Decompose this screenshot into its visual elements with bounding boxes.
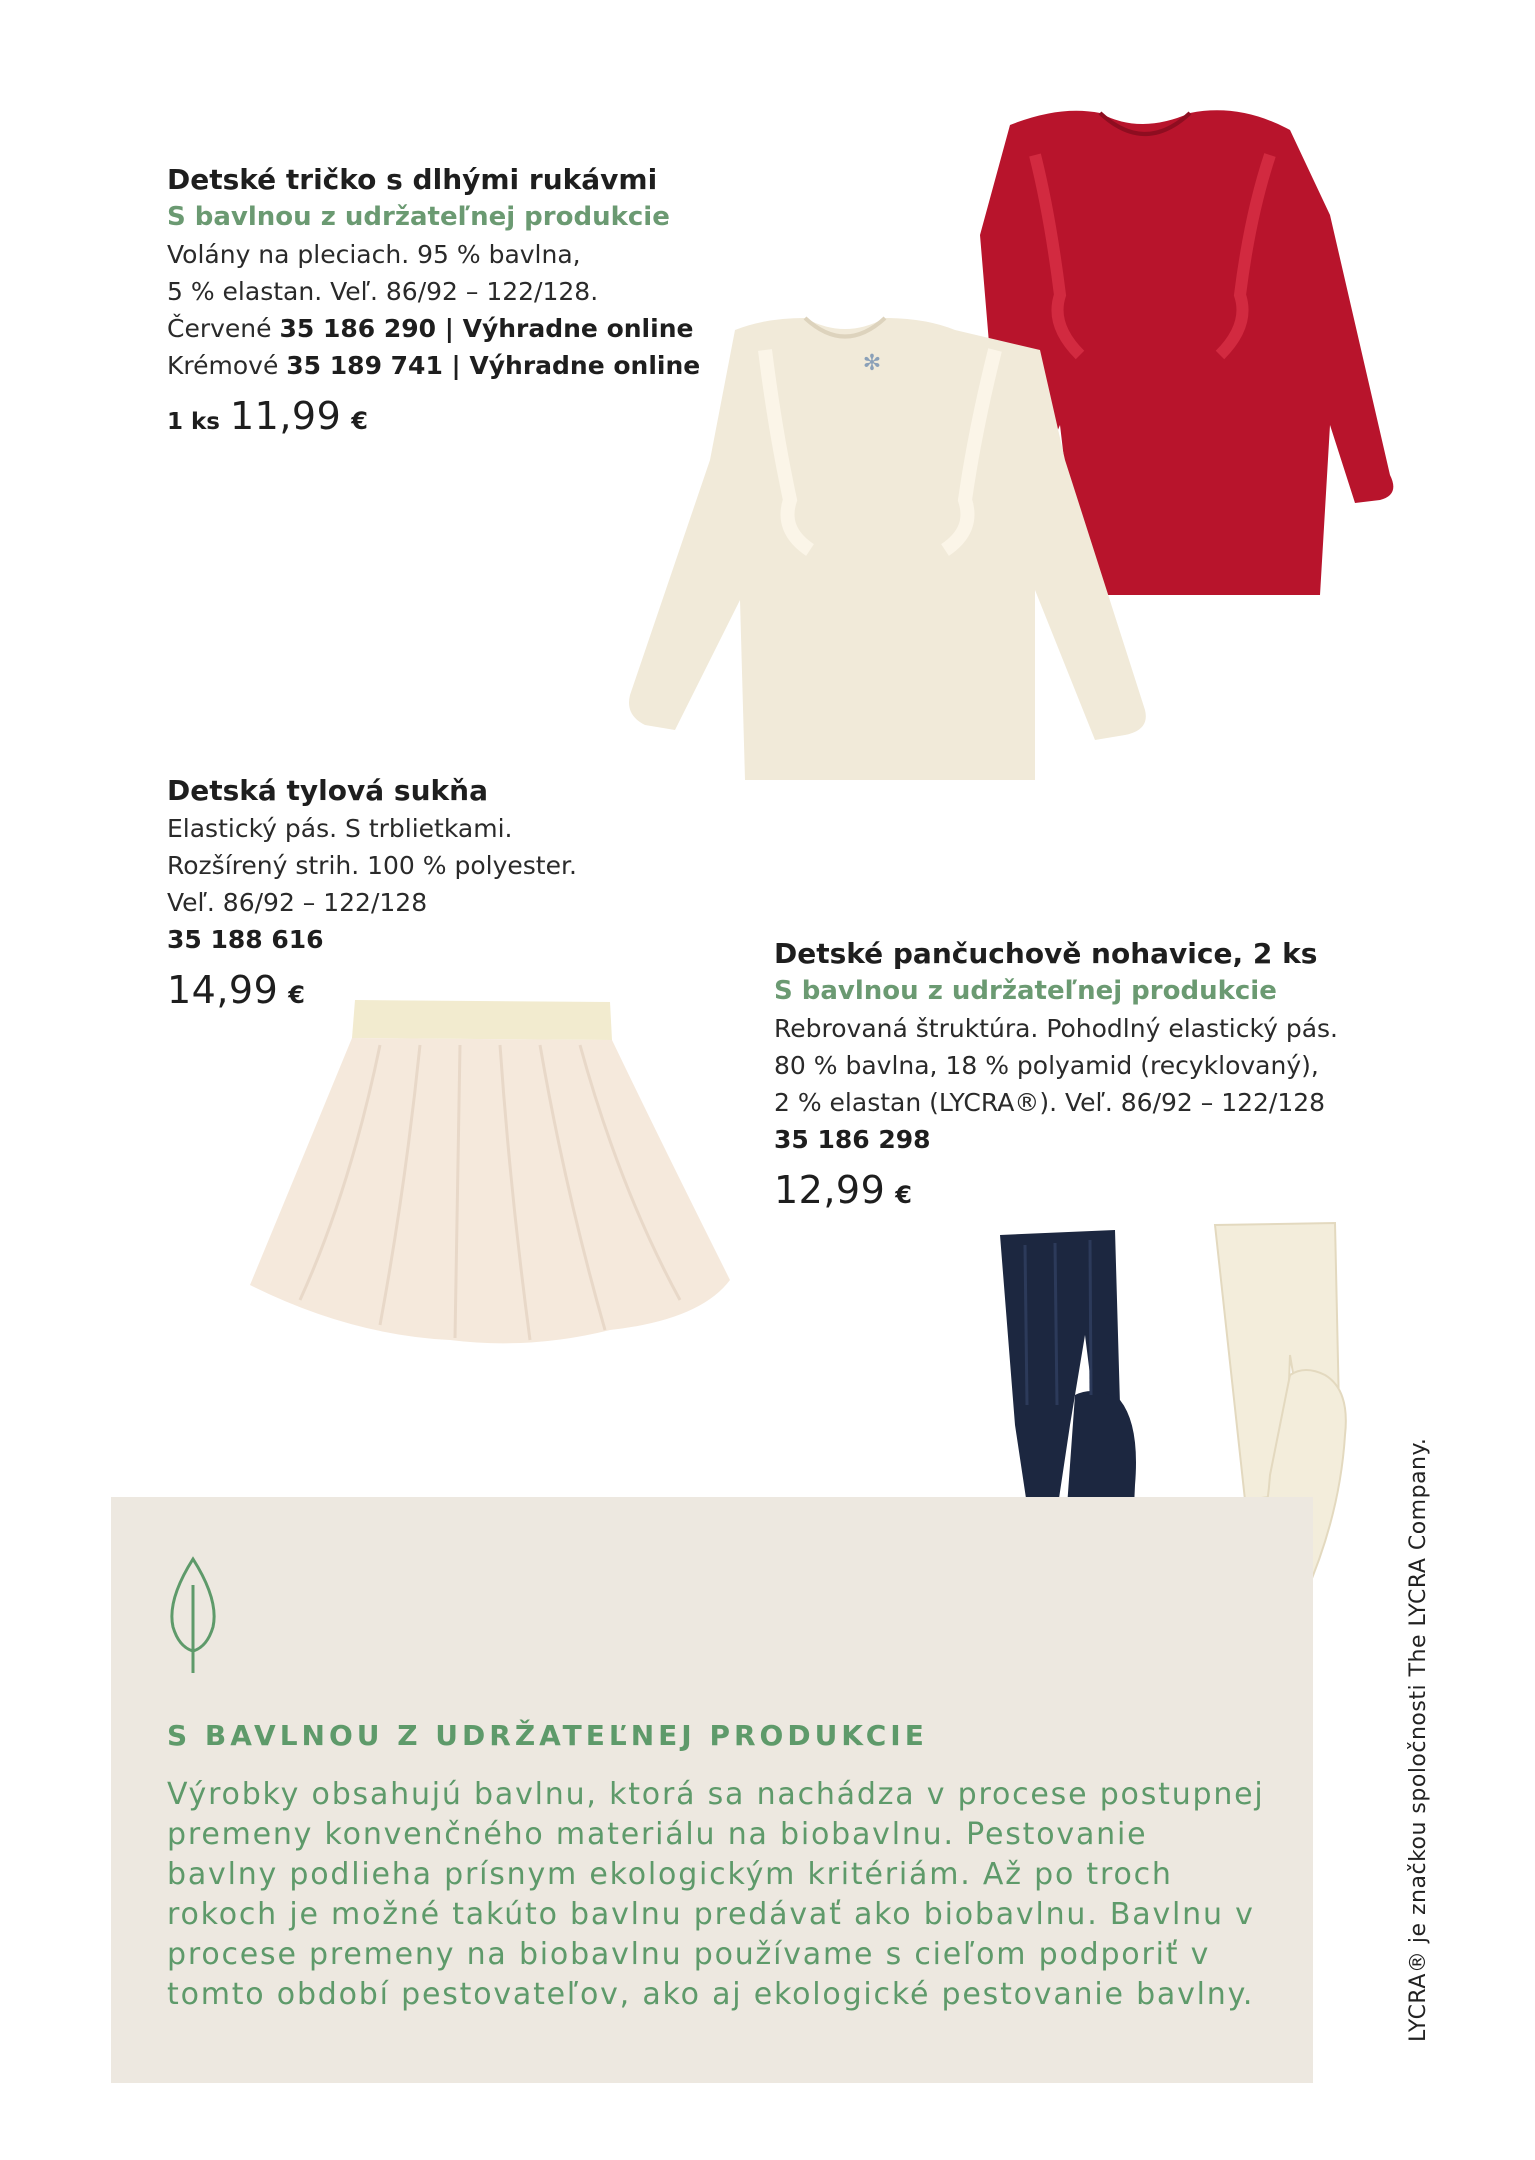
product-description-line: 80 % bavlna, 18 % polyamid (recyklovaný), (774, 1051, 1319, 1080)
product-title: Detské pančuchově nohavice, 2 ks (774, 937, 1318, 970)
price-value: 11,99 (230, 394, 342, 438)
product-description-line: Veľ. 86/92 – 122/128 (167, 888, 428, 917)
currency-symbol: € (351, 407, 368, 435)
product-description-line: Elastický pás. S trblietkami. (167, 814, 513, 843)
product-title: Detská tylová sukňa (167, 774, 488, 807)
cream-shirt-image (615, 310, 1155, 790)
product-skirt-info (167, 772, 727, 1012)
product-title: Detské tričko s dlhými rukávmi (167, 163, 658, 196)
sustainability-info-box (111, 1497, 1313, 2083)
quantity-label: 1 ks (167, 409, 220, 435)
product-description-line: 2 % elastan (LYCRA®). Veľ. 86/92 – 122/128 (774, 1088, 1326, 1117)
tulle-skirt-image (230, 990, 750, 1360)
variant-label: Krémové (167, 351, 279, 380)
info-heading: S BAVLNOU Z UDRŽATEĽNEJ PRODUKCIE (167, 1719, 928, 1752)
currency-symbol: € (288, 981, 305, 1009)
lycra-trademark-note: LYCRA® je značkou spoločnosti The LYCRA Company. (1406, 1437, 1431, 2042)
product-subtitle: S bavlnou z udržateľnej produkcie (774, 976, 1277, 1006)
price-value: 12,99 (774, 1168, 886, 1212)
product-description-line: Volány na pleciach. 95 % bavlna, (167, 240, 581, 269)
price-value: 14,99 (167, 968, 279, 1012)
product-description-line: Rozšírený strih. 100 % polyester. (167, 851, 577, 880)
leaf-icon (163, 1555, 223, 1675)
svg-text:✻: ✻ (862, 351, 882, 376)
product-description-line: 5 % elastan. Veľ. 86/92 – 122/128. (167, 277, 599, 306)
product-code: 35 186 298 (774, 1125, 931, 1154)
product-tights-info (774, 935, 1394, 1212)
variant-code: 35 186 290 | Výhradne online (279, 314, 694, 343)
product-code: 35 188 616 (167, 925, 324, 954)
price-row (774, 1168, 1394, 1212)
product-description-line: Rebrovaná štruktúra. Pohodlný elastický pás. (774, 1014, 1338, 1043)
info-paragraph: Výrobky obsahujú bavlnu, ktorá sa nachádza v procese postupnej premeny konvenčného materiálu na biobavlnu. Pestovanie bavlny podlieha prísnym ekologickým kritériám. Až po troch rokoch je možné takúto bavlnu predávať ako biobavlnu. Bavlnu v procese premeny na biobavlnu používame s cieľom podporiť v tomto období pestovateľov, ako aj ekologické pestovanie bavlny. (167, 1777, 1265, 2012)
variant-code: 35 189 741 | Výhradne online (286, 351, 701, 380)
product-subtitle: S bavlnou z udržateľnej produkcie (167, 202, 670, 232)
variant-label: Červené (167, 314, 272, 343)
currency-symbol: € (895, 1181, 912, 1209)
